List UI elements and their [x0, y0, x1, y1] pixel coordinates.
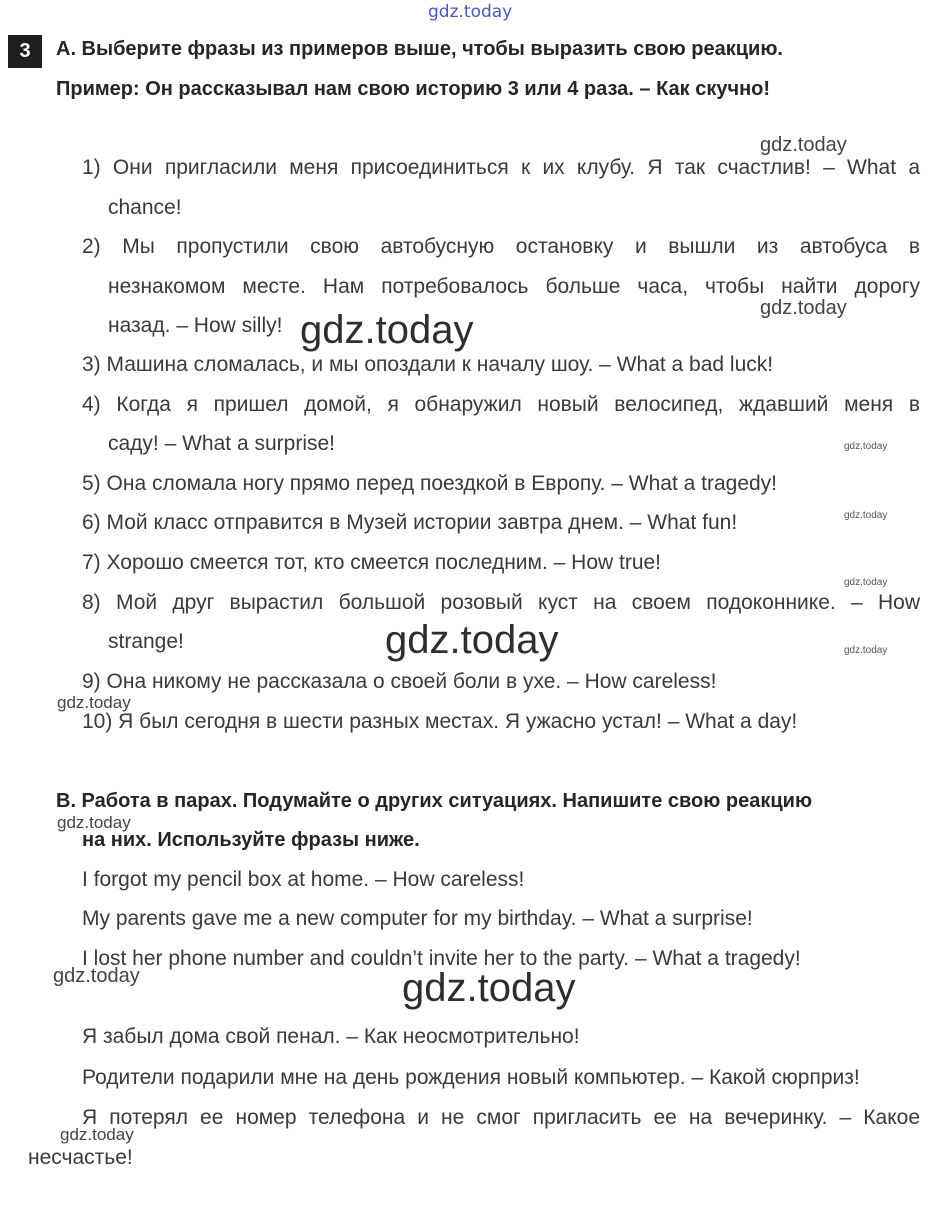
- part-b-instruction: B. Работа в парах. Подумайте о других ситуациях. Напишите свою реакцию: [56, 790, 813, 812]
- russian-phrase: Родители подарили мне на день рождения новый компьютер. – Какой сюрприз!: [82, 1066, 860, 1089]
- part-a-example: Пример: Он рассказывал нам свою историю 3 или 4 раза. – Как скучно!: [56, 78, 771, 100]
- list-item: 4) Когда я пришел домой, я обнаружил новый велосипед, ждавший меня в: [82, 393, 920, 416]
- list-item-continuation: незнакомом месте. Нам потребовалось больше часа, чтобы найти дорогу: [108, 275, 920, 298]
- watermark: gdz.today: [60, 1125, 134, 1144]
- list-item: 3) Машина сломалась, и мы опоздали к началу шоу. – What a bad luck!: [82, 353, 774, 376]
- english-phrase: I forgot my pencil box at home. – How careless!: [82, 868, 525, 891]
- list-item-continuation: strange!: [108, 630, 184, 653]
- russian-phrase: Я потерял ее номер телефона и не смог пригласить ее на вечеринку. – Какое: [82, 1106, 920, 1129]
- watermark-small: gdz.today: [844, 441, 888, 452]
- watermark-top: gdz.today: [428, 2, 513, 22]
- part-b-instruction-continued: на них. Используйте фразы ниже.: [82, 829, 420, 851]
- watermark-small: gdz.today: [844, 645, 888, 656]
- watermark-small: gdz.today: [844, 510, 888, 521]
- watermark: gdz.today: [53, 965, 140, 987]
- watermark: gdz.today: [760, 134, 847, 156]
- watermark: gdz.today: [57, 813, 131, 832]
- english-phrase: My parents gave me a new computer for my birthday. – What a surprise!: [82, 907, 753, 930]
- list-item-continuation: назад. – How silly!: [108, 314, 283, 337]
- english-phrase: I lost her phone number and couldn’t invite her to the party. – What a tragedy!: [82, 947, 801, 970]
- watermark-small: gdz.today: [844, 577, 888, 588]
- russian-phrase: Я забыл дома свой пенал. – Как неосмотрительно!: [82, 1025, 580, 1048]
- list-item: 6) Мой класс отправится в Музей истории завтра днем. – What fun!: [82, 511, 738, 534]
- list-item: 10) Я был сегодня в шести разных местах. Я ужасно устал! – What a day!: [82, 710, 798, 733]
- list-item: 8) Мой друг вырастил большой розовый куст на своем подоконнике. – How: [82, 591, 920, 614]
- watermark: gdz.today: [57, 693, 131, 712]
- list-item: 9) Она никому не рассказала о своей боли в ухе. – How careless!: [82, 670, 717, 693]
- russian-phrase-continuation: несчастье!: [28, 1146, 133, 1169]
- part-a-instruction: A. Выберите фразы из примеров выше, чтобы выразить свою реакцию.: [56, 38, 783, 60]
- list-item: 2) Мы пропустили свою автобусную остановку и вышли из автобуса в: [82, 235, 920, 258]
- list-item-continuation: chance!: [108, 196, 182, 219]
- list-item: 7) Хорошо смеется тот, кто смеется последним. – How true!: [82, 551, 662, 574]
- list-item: 1) Они пригласили меня присоединиться к их клубу. Я так счастлив! – What a: [82, 156, 920, 179]
- watermark-large: gdz.today: [402, 966, 576, 1010]
- exercise-number-badge: 3: [8, 35, 42, 68]
- list-item: 5) Она сломала ногу прямо перед поездкой в Европу. – What a tragedy!: [82, 472, 778, 495]
- watermark: gdz.today: [760, 297, 847, 319]
- watermark-large: gdz.today: [385, 618, 559, 662]
- watermark-large: gdz.today: [300, 308, 474, 352]
- list-item-continuation: саду! – What a surprise!: [108, 432, 336, 455]
